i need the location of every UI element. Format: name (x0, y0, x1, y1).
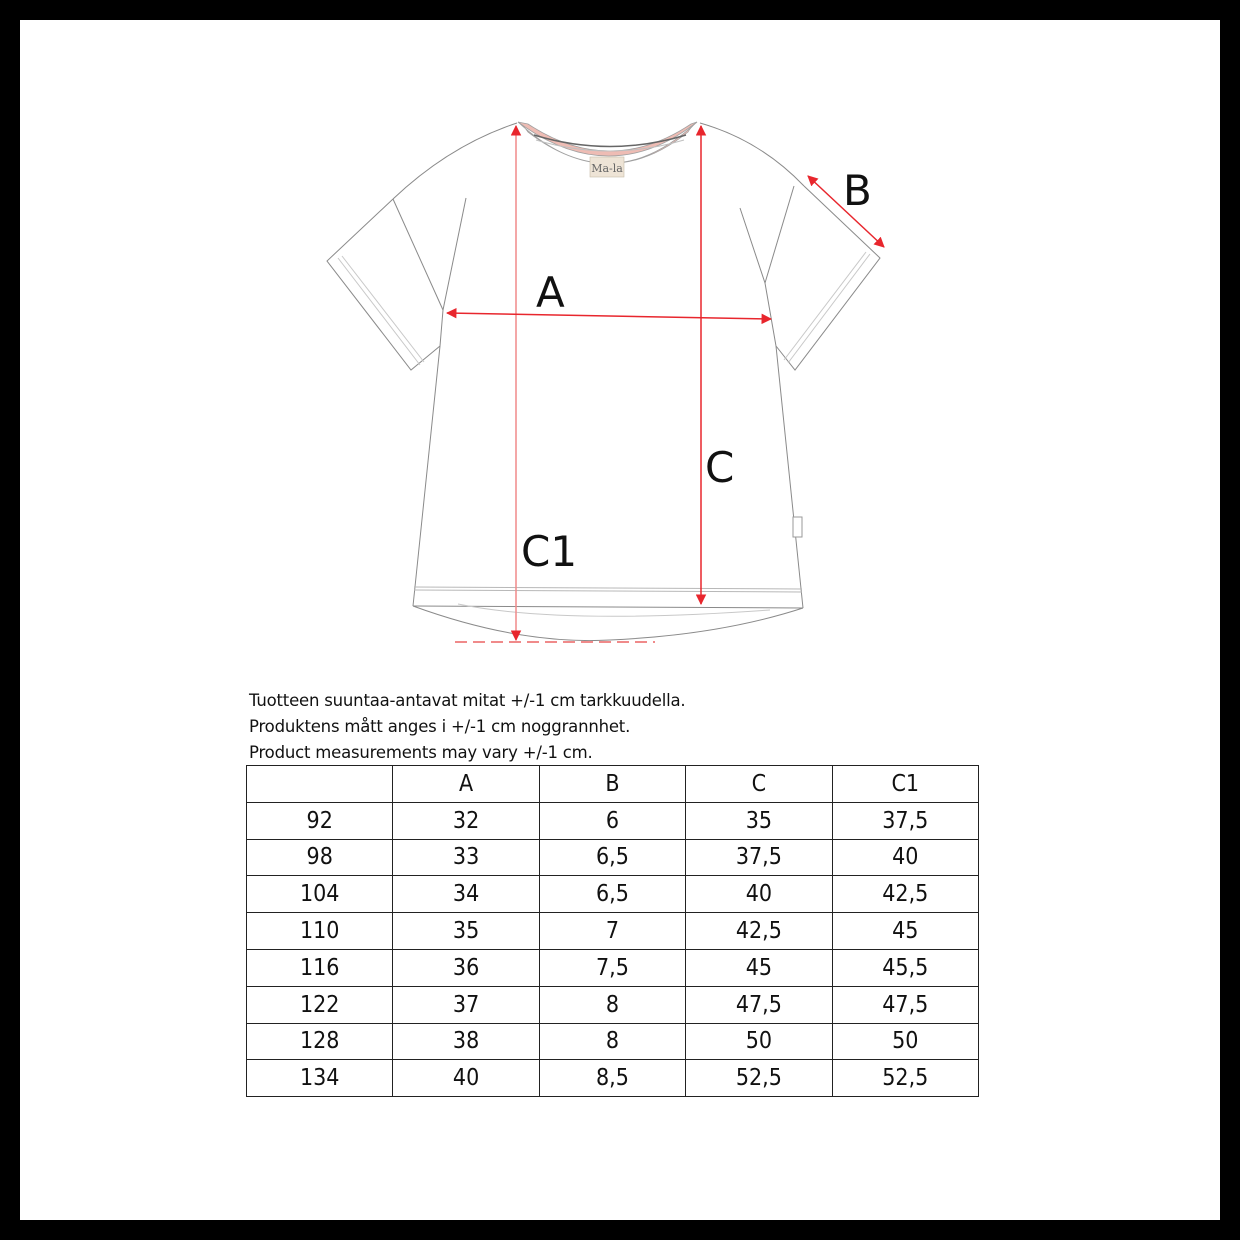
cell-c: 35 (686, 802, 832, 839)
cell-c: 47,5 (686, 986, 832, 1023)
cell-b: 8 (539, 986, 685, 1023)
table-row (247, 1023, 979, 1060)
cell-size: 122 (247, 986, 393, 1023)
table-row (247, 876, 979, 913)
header-c: C (686, 766, 832, 803)
cell-size: 116 (247, 949, 393, 986)
cell-size: 98 (247, 839, 393, 876)
cell-c1: 40 (832, 839, 978, 876)
cell-c: 50 (686, 1023, 832, 1060)
cell-a: 36 (393, 949, 539, 986)
cell-b: 8 (539, 1023, 685, 1060)
dimension-label-a: A (536, 268, 565, 317)
cell-b: 6,5 (539, 876, 685, 913)
cell-size: 128 (247, 1023, 393, 1060)
cell-b: 6,5 (539, 839, 685, 876)
cell-a: 38 (393, 1023, 539, 1060)
cell-a: 33 (393, 839, 539, 876)
svg-text:Ma-la: Ma-la (591, 162, 623, 175)
header-c1: C1 (832, 766, 978, 803)
header-b: B (539, 766, 685, 803)
header-a: A (393, 766, 539, 803)
cell-a: 32 (393, 802, 539, 839)
table-row (247, 1060, 979, 1097)
cell-size: 104 (247, 876, 393, 913)
dimension-label-b: B (843, 166, 872, 215)
cell-c: 37,5 (686, 839, 832, 876)
header-size (247, 766, 393, 803)
cell-size: 92 (247, 802, 393, 839)
cell-c1: 42,5 (832, 876, 978, 913)
cell-c1: 37,5 (832, 802, 978, 839)
measurement-arrows (447, 126, 884, 642)
table-row (247, 949, 979, 986)
table-row (247, 802, 979, 839)
cell-a: 40 (393, 1060, 539, 1097)
cell-size: 110 (247, 913, 393, 950)
tshirt-outline (327, 123, 880, 641)
cell-c1: 45,5 (832, 949, 978, 986)
size-table (246, 765, 979, 1097)
note-swedish: Produktens mått anges i +/-1 cm noggrannhet. (249, 717, 631, 736)
cell-c: 52,5 (686, 1060, 832, 1097)
cell-b: 7,5 (539, 949, 685, 986)
cell-a: 37 (393, 986, 539, 1023)
cell-c1: 52,5 (832, 1060, 978, 1097)
note-finnish: Tuotteen suuntaa-antavat mitat +/-1 cm tarkkuudella. (249, 691, 686, 710)
cell-b: 7 (539, 913, 685, 950)
dimension-label-c: C (705, 443, 735, 492)
cell-c: 45 (686, 949, 832, 986)
cell-c1: 50 (832, 1023, 978, 1060)
cell-a: 35 (393, 913, 539, 950)
cell-c: 40 (686, 876, 832, 913)
table-header-row (247, 766, 979, 803)
cell-c1: 47,5 (832, 986, 978, 1023)
cell-b: 6 (539, 802, 685, 839)
cell-b: 8,5 (539, 1060, 685, 1097)
cell-c1: 45 (832, 913, 978, 950)
cell-c: 42,5 (686, 913, 832, 950)
neckband (518, 122, 697, 177)
cell-a: 34 (393, 876, 539, 913)
table-row (247, 839, 979, 876)
note-english: Product measurements may vary +/-1 cm. (249, 743, 593, 762)
cell-size: 134 (247, 1060, 393, 1097)
table-row (247, 986, 979, 1023)
table-row (247, 913, 979, 950)
dimension-label-c1: C1 (521, 527, 578, 576)
measurement-notes (249, 688, 685, 766)
